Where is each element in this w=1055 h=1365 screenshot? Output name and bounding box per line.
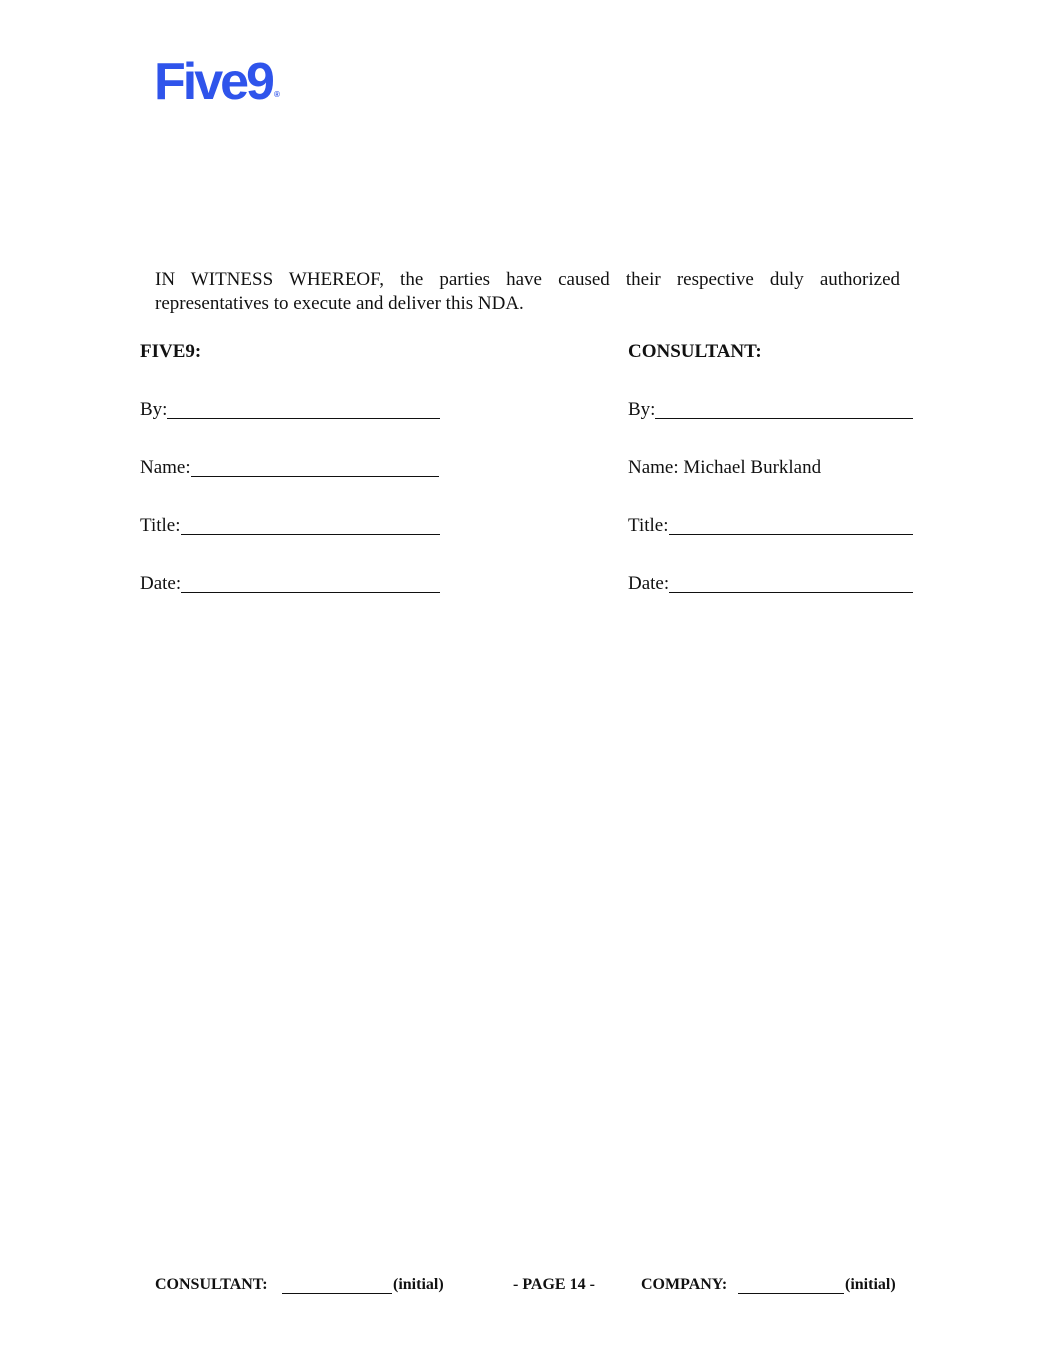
footer-company-label: COMPANY:	[641, 1276, 728, 1293]
footer-consultant-initial-line[interactable]	[282, 1276, 392, 1294]
five9-title-label: Title:	[140, 515, 181, 536]
five9-signature-block	[140, 340, 440, 596]
consultant-title-field	[628, 514, 913, 538]
footer-consultant-initial: (initial)	[393, 1276, 444, 1293]
five9-title-field	[140, 514, 440, 538]
consultant-title-label: Title:	[628, 515, 669, 536]
consultant-title-line[interactable]	[669, 516, 913, 535]
five9-date-label: Date:	[140, 573, 182, 594]
five9-name-line[interactable]	[191, 458, 439, 477]
footer-company-initial: (initial)	[845, 1276, 896, 1293]
five9-by-label: By:	[140, 399, 168, 420]
consultant-name-label: Name: Michael Burkland	[628, 457, 822, 478]
consultant-heading: CONSULTANT:	[628, 341, 762, 362]
consultant-by-label: By:	[628, 399, 656, 420]
consultant-signature-block	[628, 340, 913, 596]
consultant-date-line[interactable]	[669, 574, 913, 593]
five9-date-line[interactable]	[181, 574, 440, 593]
consultant-date-field	[628, 572, 913, 596]
five9-heading: FIVE9:	[140, 341, 202, 362]
five9-date-field	[140, 572, 440, 596]
consultant-name-field	[628, 456, 913, 480]
five9-name-field	[140, 456, 440, 480]
footer-consultant-label: CONSULTANT:	[155, 1276, 268, 1293]
footer-company-initial-line[interactable]	[738, 1276, 844, 1294]
witness-paragraph: IN WITNESS WHEREOF, the parties have caused their respective duly authorized representatives to execute and deliver this NDA.	[155, 269, 900, 314]
five9-by-line[interactable]	[167, 400, 440, 419]
five9-name-label: Name:	[140, 457, 191, 478]
five9-logo	[154, 53, 280, 111]
consultant-by-field	[628, 398, 913, 422]
five9-by-field	[140, 398, 440, 422]
logo-registered-mark: ®	[273, 90, 280, 99]
page-number: - PAGE 14 -	[513, 1276, 595, 1293]
consultant-by-line[interactable]	[655, 400, 913, 419]
consultant-date-label: Date:	[628, 573, 670, 594]
five9-title-line[interactable]	[181, 516, 440, 535]
logo-text: Five9	[154, 53, 272, 111]
